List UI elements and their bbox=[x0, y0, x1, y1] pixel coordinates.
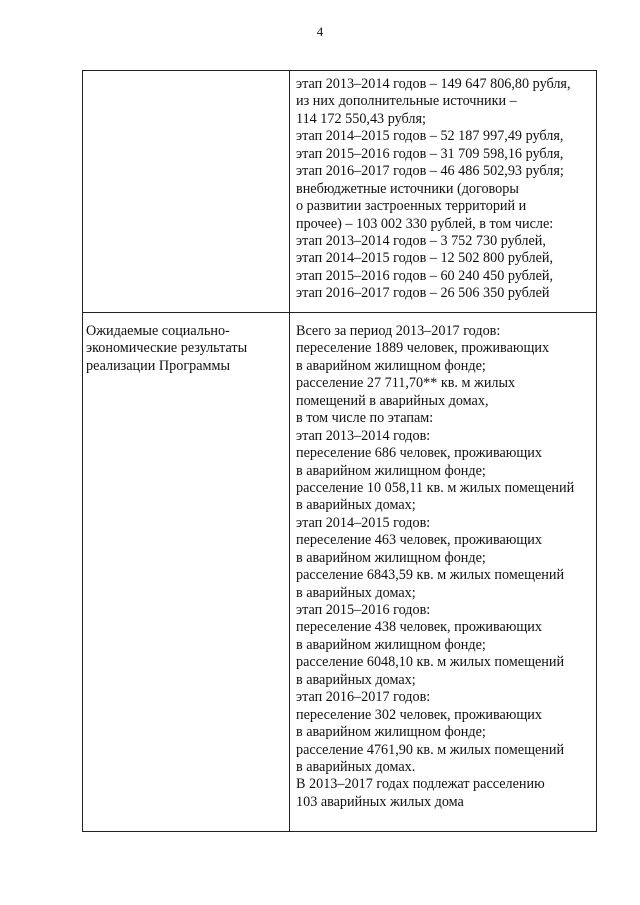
text-line: расселение 10 058,11 кв. м жилых помещений bbox=[296, 479, 575, 496]
text-line: переселение 438 человек, проживающих bbox=[296, 619, 542, 636]
expected-results-value-cell bbox=[296, 323, 574, 811]
text-line: из них дополнительные источники – bbox=[296, 93, 517, 110]
expected-results-label-cell bbox=[86, 323, 247, 375]
text-line: Ожидаемые социально- bbox=[86, 323, 230, 339]
text-line: этап 2015–2016 годов: bbox=[296, 602, 431, 618]
text-line: помещений в аварийных домах, bbox=[296, 392, 489, 409]
text-line: переселение 1889 человек, проживающих bbox=[296, 340, 550, 357]
program-passport-table bbox=[82, 70, 597, 832]
text-line: 114 172 550,43 рубля; bbox=[296, 110, 426, 127]
text-line: этап 2016–2017 годов – 26 506 350 рублей bbox=[296, 285, 550, 302]
text-line: этап 2015–2016 годов – 60 240 450 рублей, bbox=[296, 267, 554, 284]
text-line: расселение 6843,59 кв. м жилых помещений bbox=[296, 567, 565, 584]
text-line: в аварийном жилищном фонде; bbox=[296, 549, 486, 566]
text-line: в аварийных домах. bbox=[296, 758, 416, 775]
text-line: прочее) – 103 002 330 рублей, в том числе: bbox=[296, 215, 554, 232]
text-line: внебюджетные источники (договоры bbox=[296, 180, 519, 197]
text-line: в аварийном жилищном фонде; bbox=[296, 357, 486, 374]
text-line: в аварийном жилищном фонде; bbox=[296, 636, 486, 653]
text-line: этап 2016–2017 годов – 46 486 502,93 рубля; bbox=[296, 163, 564, 180]
text-line: расселение 27 711,70** кв. м жилых bbox=[296, 375, 516, 392]
text-line: расселение 6048,10 кв. м жилых помещений bbox=[296, 654, 565, 671]
column-divider bbox=[289, 71, 290, 831]
text-line: этап 2014–2015 годов: bbox=[296, 514, 431, 531]
text-line: этап 2013–2014 годов – 3 752 730 рублей, bbox=[296, 232, 546, 249]
text-line: В 2013–2017 годах подлежат расселению bbox=[296, 776, 545, 793]
text-line: этап 2016–2017 годов: bbox=[296, 689, 431, 706]
funding-sources-cell bbox=[296, 76, 571, 303]
text-line: в аварийных домах; bbox=[296, 671, 416, 688]
text-line: этап 2013–2014 годов – 149 647 806,80 рубля, bbox=[296, 76, 571, 92]
text-line: в аварийном жилищном фонде; bbox=[296, 724, 486, 741]
text-line: переселение 302 человек, проживающих bbox=[296, 706, 542, 723]
text-line: экономические результаты bbox=[86, 340, 248, 357]
text-line: этап 2014–2015 годов – 52 187 997,49 рубля, bbox=[296, 128, 564, 145]
text-line: о развитии застроенных территорий и bbox=[296, 198, 527, 215]
text-line: в аварийных домах; bbox=[296, 497, 416, 514]
text-line: этап 2014–2015 годов – 12 502 800 рублей, bbox=[296, 250, 554, 267]
text-line: 103 аварийных жилых дома bbox=[296, 793, 464, 810]
text-line: в том числе по этапам: bbox=[296, 410, 434, 427]
text-line: в аварийном жилищном фонде; bbox=[296, 462, 486, 479]
page-number: 4 bbox=[316, 24, 324, 39]
text-line: этап 2013–2014 годов: bbox=[296, 427, 431, 444]
text-line: в аварийных домах; bbox=[296, 584, 416, 601]
text-line: реализации Программы bbox=[86, 357, 231, 374]
text-line: переселение 686 человек, проживающих bbox=[296, 445, 542, 462]
text-line: этап 2015–2016 годов – 31 709 598,16 рубля, bbox=[296, 145, 564, 162]
text-line: расселение 4761,90 кв. м жилых помещений bbox=[296, 741, 565, 758]
text-line: переселение 463 человек, проживающих bbox=[296, 532, 542, 549]
text-line: Всего за период 2013–2017 годов: bbox=[296, 323, 501, 339]
row-divider bbox=[83, 312, 596, 313]
